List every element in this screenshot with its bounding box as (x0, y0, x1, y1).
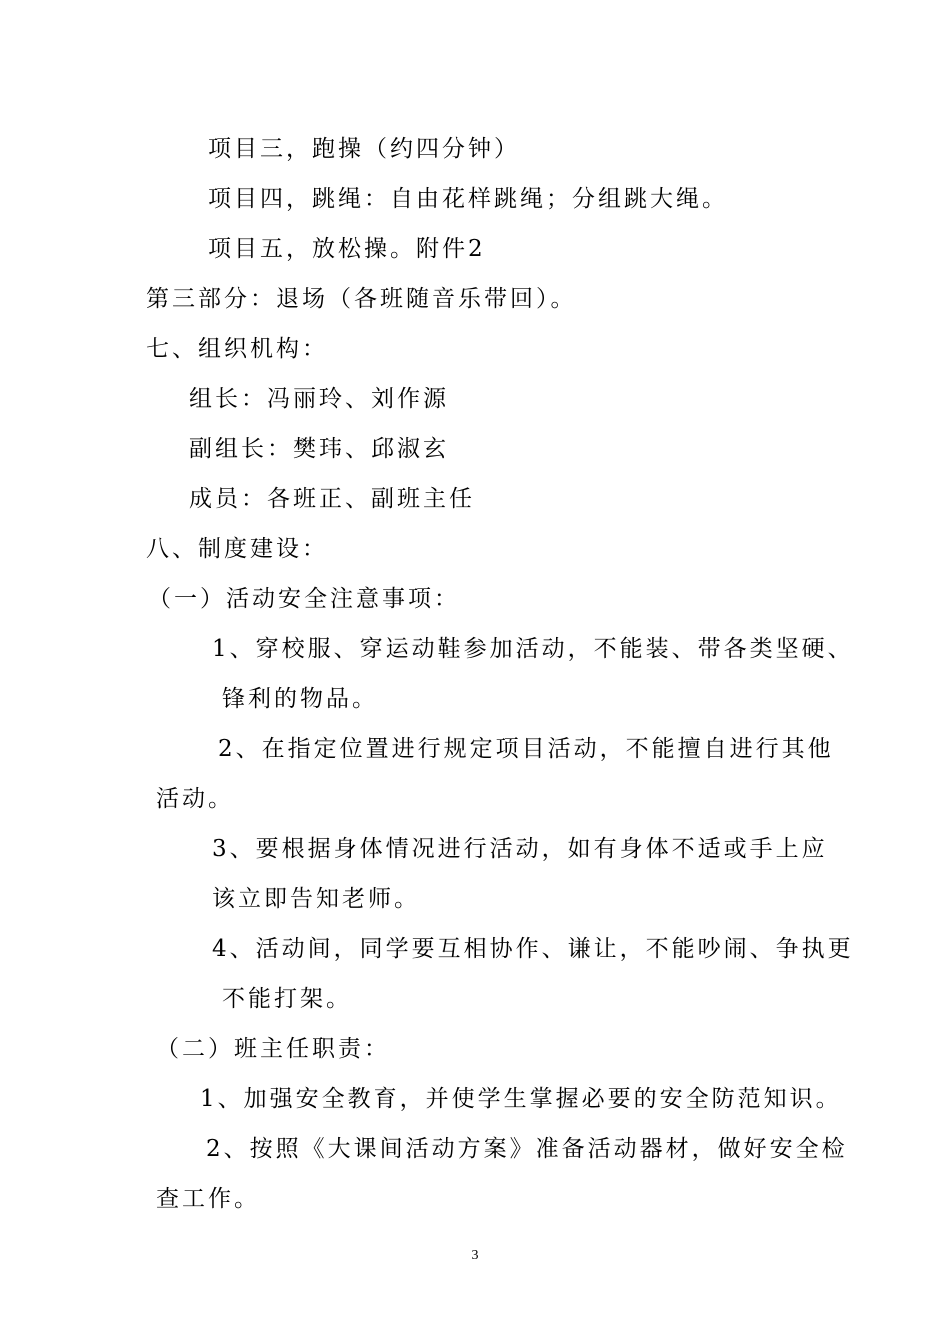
section-heading-organization: 七、组织机构： (146, 336, 328, 362)
text-line-rule-2a: 2、在指定位置进行规定项目活动，不能擅自进行其他 (218, 736, 834, 762)
text-line-duty-2b: 查工作。 (156, 1186, 260, 1212)
text-line-rule-2b: 活动。 (156, 786, 234, 812)
page-number: 3 (471, 1248, 479, 1263)
subsection-heading-safety: （一）活动安全注意事项： (148, 586, 460, 612)
subsection-heading-teacher-duties: （二）班主任职责： (156, 1036, 390, 1062)
text-line-project-3: 项目三，跑操（约四分钟） (208, 136, 520, 162)
text-line-duty-1: 1、加强安全教育，并使学生掌握必要的安全防范知识。 (200, 1086, 842, 1112)
text-line-rule-4b: 不能打架。 (222, 986, 352, 1012)
text-line-rule-4a: 4、活动间，同学要互相协作、谦让，不能吵闹、争执更 (212, 936, 854, 962)
text-line-members: 成员：各班正、副班主任 (189, 486, 475, 512)
text-line-part-3: 第三部分：退场（各班随音乐带回）。 (146, 286, 577, 312)
section-heading-system: 八、制度建设： (146, 536, 328, 562)
text-line-rule-1a: 1、穿校服、穿运动鞋参加活动，不能装、带各类坚硬、 (212, 636, 854, 662)
text-line-duty-2a: 2、按照《大课间活动方案》准备活动器材，做好安全检 (206, 1136, 848, 1162)
text-line-rule-3b: 该立即告知老师。 (212, 886, 420, 912)
text-line-leader: 组长：冯丽玲、刘作源 (189, 386, 449, 412)
text-line-rule-1b: 锋利的物品。 (222, 686, 378, 712)
text-line-deputy-leader: 副组长：樊玮、邱淑玄 (189, 436, 449, 462)
text-line-project-5: 项目五，放松操。附件2 (208, 236, 486, 262)
text-line-rule-3a: 3、要根据身体情况进行活动，如有身体不适或手上应 (212, 836, 828, 862)
text-line-project-4: 项目四，跳绳：自由花样跳绳；分组跳大绳。 (208, 186, 728, 212)
